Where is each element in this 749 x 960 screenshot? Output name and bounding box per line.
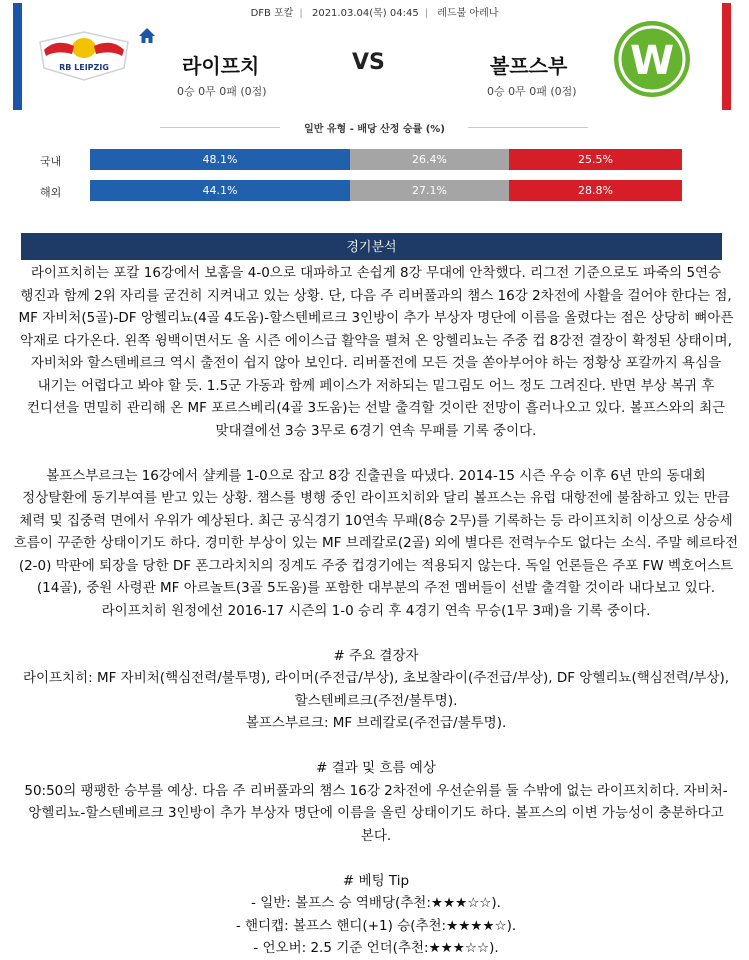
rate-title: 일반 유형 - 배당 산정 승률 (%) bbox=[304, 124, 445, 135]
home-team-record: 0승 0무 0패 (0점) bbox=[177, 85, 267, 98]
rate-label-domestic: 국내 bbox=[40, 155, 62, 168]
rate-win: 48.1% bbox=[90, 149, 350, 170]
rate-loss: 25.5% bbox=[509, 149, 682, 170]
rate-label-overseas: 해외 bbox=[40, 186, 62, 199]
rate-loss: 28.8% bbox=[509, 180, 682, 201]
analysis-header: 경기분석 bbox=[21, 233, 722, 260]
analysis-article bbox=[12, 262, 740, 960]
absence-title: # 주요 결장자 bbox=[333, 647, 419, 664]
tip-title: # 베팅 Tip bbox=[342, 872, 410, 889]
rate-draw: 27.1% bbox=[350, 180, 509, 201]
absence-away: 볼프스부르크: MF 브레칼로(주전급/불투명). bbox=[245, 715, 507, 731]
vs-label: VS bbox=[352, 50, 385, 75]
rate-row-domestic bbox=[90, 149, 682, 170]
absence-home: 라이프치히: MF 자비처(핵심전력/불투명), 라이머(주전급/부상), 초보찰라이(주전급/부상), DF 앙헬리뇨(핵심전력/부상), 할스텐베르크(주전/불투명). bbox=[22, 670, 730, 709]
home-team-name: 라이프치 bbox=[182, 54, 260, 78]
league-name: DFB 포칼 bbox=[250, 8, 294, 19]
tip-handicap: - 핸디캡: 볼프스 핸디(+1) 승(추천:★★★★☆). bbox=[235, 917, 517, 934]
away-analysis-paragraph: 볼프스부르크는 16강에서 샬케를 1-0으로 잡고 8강 진출권을 따냈다. 2014-15 시즌 우승 이후 6년 만의 동대회 정상탈환에 동기부여를 받고 있는 상황. 챔스를 병행 중인 라이프치히와 달리 볼프스는 유럽 대항전에 불참하고 있는 만큼 체력 및 집중력 면에서 우위가 예상된다. 최근 공식경기 10연속 무패(8승 2무)를 기록하는 등 라이프치히 이상으로 상승세 흐름이 꾸준한 상태이기도 하다. 경미한 부상이 있는 MF 브레칼로(2골) 외에 별다른 전력누수도 없다는 소식. 주말 헤르타전(2-0) 막판에 퇴장을 당한 DF 폰그라치치의 징계도 주중 컵경기에는 적용되지 않는다. 독일 언론들은 주포 FW 벡호어스트(14골), 중원 사령관 MF 아르놀트(3골 5도움)를 포함한 대부분의 주전 멤버들이 선발 출격할 것이라 내다보고 있다. 라이프치히 원정에선 2016-17 시즌의 1-0 승리 후 4경기 연속 무승(1무 3패)을 기록 중이다. bbox=[13, 467, 739, 619]
tip-general: - 일반: 볼프스 승 역배당(추천:★★★☆☆). bbox=[251, 895, 501, 911]
away-logo-text: W bbox=[629, 38, 675, 84]
venue-name: 레드불 아레나 bbox=[437, 8, 499, 19]
home-team-logo bbox=[34, 24, 134, 84]
match-datetime: 2021.03.04(목) 04:45 bbox=[311, 8, 419, 19]
home-icon[interactable] bbox=[138, 27, 156, 44]
away-color-bar bbox=[722, 3, 731, 110]
rate-title-line-right bbox=[468, 127, 588, 128]
rate-win: 44.1% bbox=[90, 180, 350, 201]
rate-row-overseas bbox=[90, 180, 682, 201]
home-logo-text: RB LEIPZIG bbox=[59, 63, 109, 72]
away-team-logo bbox=[612, 19, 692, 99]
tip-overunder: - 언오버: 2.5 기준 언더(추천:★★★☆☆). bbox=[253, 940, 499, 956]
home-analysis-paragraph: 라이프치히는 포칼 16강에서 보훔을 4-0으로 대파하고 손쉽게 8강 무대에 안착했다. 리그전 기준으로도 파죽의 5연승 행진과 함께 2위 자리를 굳건히 지켜내고 있는 상황. 단, 다음 주 리버풀과의 챔스 16강 2차전에 사활을 걸어야 한다는 점, MF 자비처(5골)-DF 앙헬리뇨(4골 4도움)-할스텐베르크 3인방이 추가 부상자 명단에 이름을 올렸다는 점은 상당히 뼈아픈 악재로 다가온다. 왼쪽 윙백이면서도 올 시즌 에이스급 활약을 펼쳐 온 앙헬리뇨는 주중 컵 8강전 결장이 확정된 상태이며, 자비처와 할스텐베르크 역시 출전이 쉽지 않아 보인다. 리버풀전에 모든 것을 쏟아부어야 하는 정황상 포칼까지 욕심을 내기는 어렵다고 봐야 할 듯. 1.5군 가동과 함께 페이스가 저하되는 밑그림도 어느 정도 그려진다. 반면 부상 복귀 후 컨디션을 면밀히 관리해 온 MF 포르스베리(4골 3도움)는 선발 출격할 것이란 전망이 흘러나오고 있다. 볼프스와의 최근 맞대결에선 3승 3무로 6경기 연속 무패를 기록 중이다. bbox=[18, 265, 734, 439]
away-team-record: 0승 0무 0패 (0점) bbox=[487, 85, 577, 98]
match-info: DFB 포칼 | 2021.03.04(목) 04:45 | 레드불 아레나 bbox=[250, 8, 499, 19]
away-team-name: 볼프스부 bbox=[490, 54, 568, 78]
prediction-title: # 결과 및 흐름 예상 bbox=[316, 760, 436, 776]
rate-draw: 26.4% bbox=[350, 149, 509, 170]
prediction-text: 50:50의 팽팽한 승부를 예상. 다음 주 리버풀과의 챔스 16강 2차전에 우선순위를 둘 수밖에 없는 라이프치히다. 자비처-앙헬리뇨-할스텐베르크 3인방이 추가 부상자 명단에 이름을 올린 상태이기도 하다. 볼프스의 이변 가능성이 충분하다고 본다. bbox=[24, 782, 728, 844]
home-color-bar bbox=[13, 3, 22, 110]
